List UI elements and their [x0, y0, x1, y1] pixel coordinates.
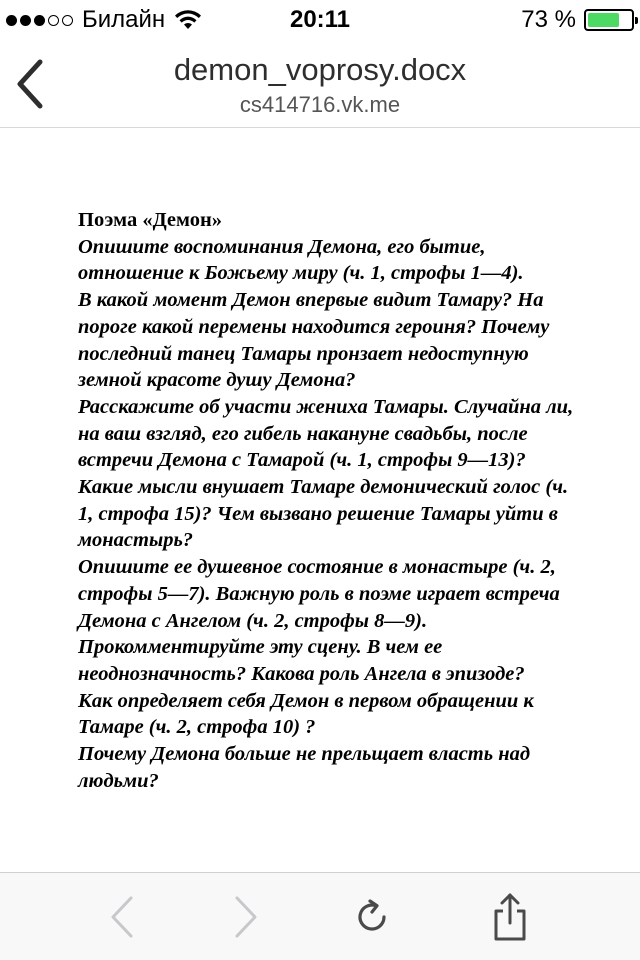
chevron-left-icon: [14, 58, 46, 110]
back-button[interactable]: [14, 58, 46, 110]
share-icon: [490, 891, 530, 943]
status-right: [521, 6, 634, 34]
document-body: [78, 207, 578, 794]
document-title: demon_voprosy.docx: [173, 52, 467, 87]
toolbar-back-button[interactable]: [96, 891, 148, 943]
battery-icon: [584, 9, 634, 31]
bottom-toolbar: [0, 872, 640, 960]
question-item: Расскажите об участи жениха Тамары. Случайна ли, на ваш взгляд, его гибель накануне свадьбы, после встречи Демона с Тамарой (ч. 1, строфы 9—13)?: [78, 395, 574, 472]
question-item: Опишите воспоминания Демона, его бытие, отношение к Божьему миру (ч. 1, строфы 1—4).: [78, 235, 524, 285]
battery-fill: [588, 13, 619, 27]
question-item: Почему Демона больше не прельщает власть над людьми?: [78, 743, 531, 792]
question-item: Какие мысли внушает Тамаре демонический голос (ч. 1, строфа 15)? Чем вызвано решение Тамары уйти в монастырь?: [78, 476, 569, 552]
document-heading: Поэма «Демон»: [78, 209, 223, 231]
clock: 20:11: [289, 6, 351, 33]
document-header: [0, 40, 640, 128]
toolbar-reload-button[interactable]: [346, 891, 398, 943]
question-item: Как определяет себя Демон в первом обращении к Тамаре (ч. 2, строфа 10) ?: [78, 689, 534, 739]
toolbar-forward-button[interactable]: [220, 891, 272, 943]
chevron-left-icon: [107, 894, 137, 940]
toolbar-share-button[interactable]: [484, 891, 536, 943]
document-view[interactable]: [0, 129, 640, 872]
battery-cap: [635, 17, 638, 24]
battery-percent: 73 %: [521, 6, 576, 33]
chevron-right-icon: [231, 894, 261, 940]
question-item: В какой момент Демон впервые видит Тамару? На пороге какой перемены находится героиня? Почему последний танец Тамары пронзает недоступную земной красоте душу Демона?: [78, 289, 550, 392]
question-item: Опишите ее душевное состояние в монастыре (ч. 2, строфы 5—7). Важную роль в поэме играет встреча Демона с Ангелом (ч. 2, строфы 8—9). Прокомментируйте эту сцену. В чем ее неоднозначность? Какова роль Ангела в эпизоде?: [78, 556, 560, 685]
document-source: cs414716.vk.me: [239, 92, 401, 117]
reload-icon: [350, 895, 394, 939]
carrier-name: Билайн: [82, 6, 166, 33]
status-bar: [0, 0, 640, 40]
